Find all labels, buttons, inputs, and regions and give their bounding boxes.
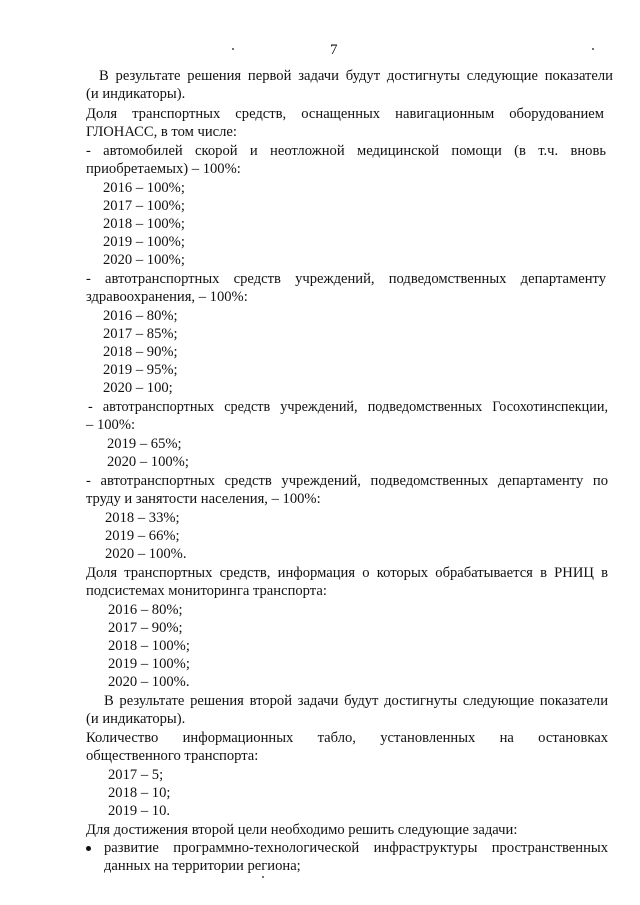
text-line: общественного транспорта: bbox=[86, 748, 259, 764]
list-item: 2020 – 100%; bbox=[103, 252, 185, 268]
list-item: 2017 – 85%; bbox=[103, 326, 178, 342]
text-line: развитие программно-технологической инфраструктуры пространственных bbox=[104, 840, 608, 856]
text-line: ГЛОНАСС, в том числе: bbox=[86, 124, 237, 140]
text-line: приобретаемых) – 100%: bbox=[86, 161, 241, 177]
list-item: 2018 – 10; bbox=[108, 785, 171, 801]
scan-speck bbox=[262, 876, 264, 878]
scan-speck bbox=[232, 48, 234, 50]
text-line: Доля транспортных средств, оснащенных навигационным оборудованием bbox=[86, 106, 604, 122]
list-item: 2017 – 90%; bbox=[108, 620, 183, 636]
list-item: 2019 – 100%; bbox=[103, 234, 185, 250]
list-item: 2019 – 66%; bbox=[105, 528, 180, 544]
list-item: 2018 – 33%; bbox=[105, 510, 180, 526]
text-line: Доля транспортных средств, информация о которых обрабатывается в РНИЦ в bbox=[86, 565, 608, 581]
list-item: 2016 – 80%; bbox=[108, 602, 183, 618]
text-line: (и индикаторы). bbox=[86, 86, 186, 102]
list-item: 2018 – 100%; bbox=[103, 216, 185, 232]
text-line: - автотранспортных средств учреждений, подведомственных Госохотинспекции, bbox=[88, 399, 608, 415]
list-item: 2020 – 100; bbox=[103, 380, 173, 396]
page-number: 7 bbox=[330, 42, 338, 58]
list-item: 2019 – 100%; bbox=[108, 656, 190, 672]
text-line: Для достижения второй цели необходимо решить следующие задачи: bbox=[86, 822, 518, 838]
text-line: подсистемах мониторинга транспорта: bbox=[86, 583, 327, 599]
list-item: 2020 – 100%. bbox=[105, 546, 187, 562]
scan-speck bbox=[592, 48, 594, 50]
list-item: 2019 – 95%; bbox=[103, 362, 178, 378]
list-item: 2017 – 5; bbox=[108, 767, 164, 783]
list-item: 2020 – 100%; bbox=[107, 454, 189, 470]
text-line: данных на территории региона; bbox=[104, 858, 301, 874]
list-item: 2016 – 80%; bbox=[103, 308, 178, 324]
text-line: Количество информационных табло, установленных на остановках bbox=[86, 730, 608, 746]
text-line: труду и занятости населения, – 100%: bbox=[86, 491, 321, 507]
text-line: – 100%: bbox=[86, 417, 136, 433]
text-line: В результате решения второй задачи будут достигнуты следующие показатели bbox=[104, 693, 608, 709]
text-line: - автотранспортных средств учреждений, подведомственных департаменту bbox=[86, 271, 606, 287]
list-item: 2019 – 10. bbox=[108, 803, 171, 819]
bullet-icon bbox=[86, 846, 91, 851]
list-item: 2019 – 65%; bbox=[107, 436, 182, 452]
text-line: (и индикаторы). bbox=[86, 711, 186, 727]
text-line: - автомобилей скорой и неотложной медицинской помощи (в т.ч. вновь bbox=[86, 143, 606, 159]
text-line: здравоохранения, – 100%: bbox=[86, 289, 248, 305]
list-item: 2018 – 90%; bbox=[103, 344, 178, 360]
text-line: В результате решения первой задачи будут достигнуты следующие показатели bbox=[99, 68, 613, 84]
list-item: 2020 – 100%. bbox=[108, 674, 190, 690]
list-item: 2018 – 100%; bbox=[108, 638, 190, 654]
list-item: 2016 – 100%; bbox=[103, 180, 185, 196]
list-item: 2017 – 100%; bbox=[103, 198, 185, 214]
text-line: - автотранспортных средств учреждений, подведомственных департаменту по bbox=[86, 473, 608, 489]
